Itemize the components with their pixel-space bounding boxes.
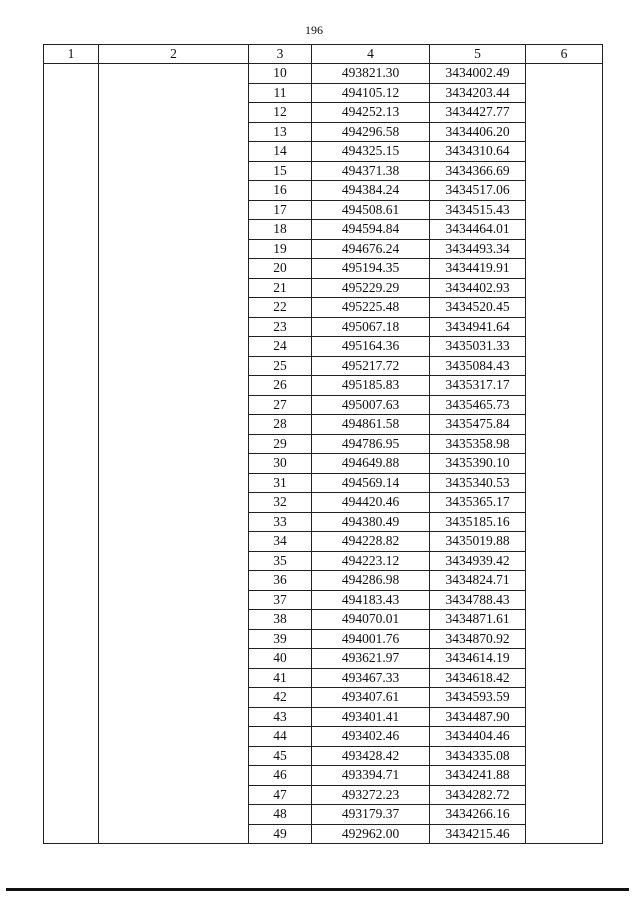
y-coordinate-cell: 3434493.34 <box>430 239 526 259</box>
x-coordinate-cell: 494569.14 <box>312 473 430 493</box>
y-coordinate-cell: 3435390.10 <box>430 454 526 474</box>
point-number-cell: 35 <box>249 551 312 571</box>
point-number-cell: 48 <box>249 805 312 825</box>
x-coordinate-cell: 493402.46 <box>312 727 430 747</box>
point-number-cell: 31 <box>249 473 312 493</box>
x-coordinate-cell: 495185.83 <box>312 376 430 396</box>
y-coordinate-cell: 3435084.43 <box>430 356 526 376</box>
x-coordinate-cell: 495164.36 <box>312 337 430 357</box>
y-coordinate-cell: 3434593.59 <box>430 688 526 708</box>
table-row <box>44 64 603 84</box>
x-coordinate-cell: 494676.24 <box>312 239 430 259</box>
x-coordinate-cell: 494371.38 <box>312 161 430 181</box>
point-number-cell: 10 <box>249 64 312 84</box>
x-coordinate-cell: 494594.84 <box>312 220 430 240</box>
point-number-cell: 11 <box>249 83 312 103</box>
y-coordinate-cell: 3434515.43 <box>430 200 526 220</box>
bottom-rule <box>6 888 629 891</box>
column-1-cell <box>44 64 99 844</box>
y-coordinate-cell: 3434614.19 <box>430 649 526 669</box>
x-coordinate-cell: 494296.58 <box>312 122 430 142</box>
y-coordinate-cell: 3434419.91 <box>430 259 526 279</box>
point-number-cell: 42 <box>249 688 312 708</box>
y-coordinate-cell: 3435185.16 <box>430 512 526 532</box>
point-number-cell: 34 <box>249 532 312 552</box>
point-number-cell: 38 <box>249 610 312 630</box>
x-coordinate-cell: 495007.63 <box>312 395 430 415</box>
x-coordinate-cell: 494223.12 <box>312 551 430 571</box>
point-number-cell: 15 <box>249 161 312 181</box>
x-coordinate-cell: 494420.46 <box>312 493 430 513</box>
x-coordinate-cell: 494384.24 <box>312 181 430 201</box>
y-coordinate-cell: 3434310.64 <box>430 142 526 162</box>
y-coordinate-cell: 3435019.88 <box>430 532 526 552</box>
point-number-cell: 33 <box>249 512 312 532</box>
x-coordinate-cell: 495217.72 <box>312 356 430 376</box>
x-coordinate-cell: 494286.98 <box>312 571 430 591</box>
point-number-cell: 41 <box>249 668 312 688</box>
x-coordinate-cell: 493821.30 <box>312 64 430 84</box>
y-coordinate-cell: 3434402.93 <box>430 278 526 298</box>
y-coordinate-cell: 3434870.92 <box>430 629 526 649</box>
point-number-cell: 22 <box>249 298 312 318</box>
y-coordinate-cell: 3434282.72 <box>430 785 526 805</box>
y-coordinate-cell: 3434517.06 <box>430 181 526 201</box>
y-coordinate-cell: 3434335.08 <box>430 746 526 766</box>
x-coordinate-cell: 494105.12 <box>312 83 430 103</box>
y-coordinate-cell: 3434366.69 <box>430 161 526 181</box>
x-coordinate-cell: 493179.37 <box>312 805 430 825</box>
point-number-cell: 29 <box>249 434 312 454</box>
point-number-cell: 12 <box>249 103 312 123</box>
y-coordinate-cell: 3434203.44 <box>430 83 526 103</box>
point-number-cell: 30 <box>249 454 312 474</box>
x-coordinate-cell: 494183.43 <box>312 590 430 610</box>
point-number-cell: 17 <box>249 200 312 220</box>
x-coordinate-cell: 493407.61 <box>312 688 430 708</box>
x-coordinate-cell: 493428.42 <box>312 746 430 766</box>
x-coordinate-cell: 493621.97 <box>312 649 430 669</box>
x-coordinate-cell: 494001.76 <box>312 629 430 649</box>
point-number-cell: 20 <box>249 259 312 279</box>
table-header-row <box>44 45 603 64</box>
x-coordinate-cell: 493401.41 <box>312 707 430 727</box>
y-coordinate-cell: 3435475.84 <box>430 415 526 435</box>
y-coordinate-cell: 3434002.49 <box>430 64 526 84</box>
y-coordinate-cell: 3434618.42 <box>430 668 526 688</box>
y-coordinate-cell: 3434871.61 <box>430 610 526 630</box>
x-coordinate-cell: 495067.18 <box>312 317 430 337</box>
y-coordinate-cell: 3434487.90 <box>430 707 526 727</box>
x-coordinate-cell: 494252.13 <box>312 103 430 123</box>
point-number-cell: 23 <box>249 317 312 337</box>
y-coordinate-cell: 3435365.17 <box>430 493 526 513</box>
y-coordinate-cell: 3434266.16 <box>430 805 526 825</box>
y-coordinate-cell: 3434520.45 <box>430 298 526 318</box>
x-coordinate-cell: 495225.48 <box>312 298 430 318</box>
point-number-cell: 19 <box>249 239 312 259</box>
y-coordinate-cell: 3434427.77 <box>430 103 526 123</box>
y-coordinate-cell: 3434939.42 <box>430 551 526 571</box>
x-coordinate-cell: 494325.15 <box>312 142 430 162</box>
y-coordinate-cell: 3435358.98 <box>430 434 526 454</box>
page-number: 196 <box>305 23 323 37</box>
y-coordinate-cell: 3434215.46 <box>430 824 526 844</box>
point-number-cell: 18 <box>249 220 312 240</box>
coordinates-table <box>43 44 603 844</box>
point-number-cell: 47 <box>249 785 312 805</box>
point-number-cell: 40 <box>249 649 312 669</box>
x-coordinate-cell: 494861.58 <box>312 415 430 435</box>
y-coordinate-cell: 3434406.20 <box>430 122 526 142</box>
point-number-cell: 14 <box>249 142 312 162</box>
point-number-cell: 45 <box>249 746 312 766</box>
y-coordinate-cell: 3434824.71 <box>430 571 526 591</box>
x-coordinate-cell: 494508.61 <box>312 200 430 220</box>
point-number-cell: 39 <box>249 629 312 649</box>
column-header-5: 5 <box>430 45 526 64</box>
y-coordinate-cell: 3434464.01 <box>430 220 526 240</box>
point-number-cell: 26 <box>249 376 312 396</box>
point-number-cell: 24 <box>249 337 312 357</box>
y-coordinate-cell: 3434941.64 <box>430 317 526 337</box>
point-number-cell: 44 <box>249 727 312 747</box>
point-number-cell: 32 <box>249 493 312 513</box>
table-body <box>44 64 603 844</box>
point-number-cell: 46 <box>249 766 312 786</box>
column-header-1: 1 <box>44 45 99 64</box>
x-coordinate-cell: 494380.49 <box>312 512 430 532</box>
column-6-cell <box>526 64 603 844</box>
x-coordinate-cell: 493272.23 <box>312 785 430 805</box>
x-coordinate-cell: 494228.82 <box>312 532 430 552</box>
y-coordinate-cell: 3435340.53 <box>430 473 526 493</box>
point-number-cell: 43 <box>249 707 312 727</box>
point-number-cell: 49 <box>249 824 312 844</box>
column-header-3: 3 <box>249 45 312 64</box>
column-header-2: 2 <box>99 45 249 64</box>
y-coordinate-cell: 3434241.88 <box>430 766 526 786</box>
x-coordinate-cell: 494786.95 <box>312 434 430 454</box>
point-number-cell: 36 <box>249 571 312 591</box>
point-number-cell: 25 <box>249 356 312 376</box>
y-coordinate-cell: 3435031.33 <box>430 337 526 357</box>
point-number-cell: 37 <box>249 590 312 610</box>
point-number-cell: 28 <box>249 415 312 435</box>
x-coordinate-cell: 495194.35 <box>312 259 430 279</box>
x-coordinate-cell: 492962.00 <box>312 824 430 844</box>
column-header-6: 6 <box>526 45 603 64</box>
x-coordinate-cell: 494649.88 <box>312 454 430 474</box>
x-coordinate-cell: 493467.33 <box>312 668 430 688</box>
point-number-cell: 13 <box>249 122 312 142</box>
point-number-cell: 21 <box>249 278 312 298</box>
y-coordinate-cell: 3435317.17 <box>430 376 526 396</box>
x-coordinate-cell: 495229.29 <box>312 278 430 298</box>
x-coordinate-cell: 494070.01 <box>312 610 430 630</box>
column-header-4: 4 <box>312 45 430 64</box>
y-coordinate-cell: 3434788.43 <box>430 590 526 610</box>
point-number-cell: 27 <box>249 395 312 415</box>
point-number-cell: 16 <box>249 181 312 201</box>
column-2-cell <box>99 64 249 844</box>
y-coordinate-cell: 3434404.46 <box>430 727 526 747</box>
x-coordinate-cell: 493394.71 <box>312 766 430 786</box>
y-coordinate-cell: 3435465.73 <box>430 395 526 415</box>
